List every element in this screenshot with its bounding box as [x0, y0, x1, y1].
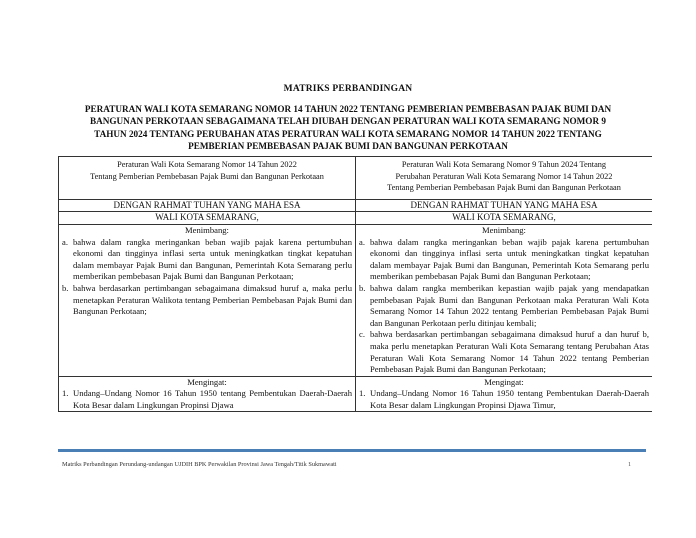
list-item [62, 388, 352, 411]
left-wali: WALI KOTA SEMARANG, [59, 212, 356, 225]
page-number: 1 [628, 461, 632, 468]
table-row [59, 212, 653, 225]
footer-text: Matriks Perbandingan Perundang-undangan UJDIH BPK Perwakilan Provinsi Jawa Tengah/Titik Sukmawati [62, 461, 337, 468]
document-title: MATRIKS PERBANDINGAN [283, 84, 413, 94]
item-text: bahwa berdasarkan pertimbangan sebagaimana dimaksud huruf a, maka perlu menetapkan Peraturan Walikota tentang Pemberian Pembebasan Pajak Bumi dan Bangunan Perkotaan; [73, 282, 352, 317]
header-line: Tentang Pemberian Pembebasan Pajak Bumi dan Bangunan Perkotaan [90, 171, 324, 181]
mengingat-label: Mengingat: [484, 376, 524, 387]
footer-rule [58, 449, 646, 452]
item-marker: 1. [359, 388, 366, 399]
left-mengingat-cell [59, 376, 356, 412]
item-marker: c. [359, 329, 365, 340]
item-text: bahwa dalam rangka memberikan kepastian wajib pajak yang mendapatkan pembebasan Pajak Bumi dan Bangunan Perkotaan maka Peraturan Wali Kota Semarang Nomor 14 Tahun 2022 tentang Pemberian Pembebasan Pajak Bumi dan Bangunan Perkotaan perlu ditinjau kembali; [370, 282, 649, 328]
right-menimbang-cell [356, 224, 653, 376]
item-marker: a. [359, 236, 365, 247]
item-text: bahwa berdasarkan pertimbangan sebagaimana dimaksud huruf a dan huruf b, maka perlu menetapkan Peraturan Wali Kota Semarang tentang Perubahan Atas Peraturan Wali Kota Semarang Nomor 14 Tahun 2022 tentang Pemberian Pembebasan Pajak Bumi dan Bangunan Perkotaan; [370, 329, 649, 375]
header-line: Perubahan Peraturan Wali Kota Semarang Nomor 14 Tahun 2022 [395, 171, 613, 181]
item-text: Undang–Undang Nomor 16 Tahun 1950 tentang Pembentukan Daerah-Daerah Kota Besar dalam Lingkungan Propinsi Djawa [73, 388, 352, 410]
item-marker: b. [62, 282, 69, 293]
list-item [359, 283, 649, 329]
header-line: Peraturan Wali Kota Semarang Nomor 9 Tahun 2024 Tentang [401, 160, 607, 169]
list-item [62, 283, 352, 318]
item-text: bahwa dalam rangka meringankan beban wajib pajak karena pertumbuhan ekonomi dan tingginya inflasi serta untuk meningkatkan tingkat kepatuhan dalam membayar Pajak Bumi dan Bangunan, Pemerintah Kota Semarang perlu memberikan pembebasan Pajak Bumi dan Bangunan Perkotaan; [73, 236, 352, 282]
header-line: Tentang Pemberian Pembebasan Pajak Bumi dan Bangunan Perkotaan [387, 183, 621, 193]
document-subtitle [60, 103, 636, 153]
table-row [59, 376, 653, 412]
table-row [59, 199, 653, 212]
list-item [359, 237, 649, 283]
right-rahmat: DENGAN RAHMAT TUHAN YANG MAHA ESA [356, 199, 653, 212]
list-item [62, 237, 352, 283]
left-column-header [59, 157, 356, 200]
subtitle-line: BANGUNAN PERKOTAAN SEBAGAIMANA TELAH DIUBAH DENGAN PERATURAN WALI KOTA SEMARANG NOMOR 9 [90, 116, 606, 127]
item-marker: b. [359, 282, 366, 293]
mengingat-label: Mengingat: [187, 376, 227, 387]
menimbang-label: Menimbang: [482, 224, 526, 235]
subtitle-line: PERATURAN WALI KOTA SEMARANG NOMOR 14 TAHUN 2022 TENTANG PEMBERIAN PEMBEBASAN PAJAK BUMI DAN [84, 104, 612, 114]
comparison-table-container [58, 156, 652, 427]
list-item [359, 388, 649, 411]
left-menimbang-cell [59, 224, 356, 376]
comparison-table [58, 156, 652, 412]
item-marker: a. [62, 236, 68, 247]
item-text: bahwa dalam rangka meringankan beban wajib pajak karena pertumbuhan ekonomi dan tingginya inflasi serta untuk meningkatkan tingkat kepatuhan dalam membayar Pajak Bumi dan Bangunan, Pemerintah Kota Semarang perlu memberikan pembebasan Pajak Bumi dan Bangunan Perkotaan; [370, 236, 649, 282]
right-mengingat-cell [356, 376, 653, 412]
table-row [59, 157, 653, 200]
right-wali: WALI KOTA SEMARANG, [356, 212, 653, 225]
subtitle-line: TAHUN 2024 TENTANG PERUBAHAN ATAS PERATURAN WALI KOTA SEMARANG NOMOR 14 TAHUN 2022 TENTANG [94, 128, 602, 139]
list-item [359, 329, 649, 375]
item-marker: 1. [62, 388, 69, 399]
item-text: Undang–Undang Nomor 16 Tahun 1950 tentang Pembentukan Daerah-Daerah Kota Besar dalam Lingkungan Propinsi Djawa Timur, [370, 388, 649, 410]
table-row [59, 224, 653, 376]
menimbang-label: Menimbang: [185, 224, 229, 235]
left-rahmat: DENGAN RAHMAT TUHAN YANG MAHA ESA [59, 199, 356, 212]
subtitle-line: PEMBERIAN PEMBEBASAN PAJAK BUMI DAN BANGUNAN PERKOTAAN [188, 141, 508, 152]
header-line: Peraturan Wali Kota Semarang Nomor 14 Tahun 2022 [117, 160, 297, 169]
right-column-header [356, 157, 653, 200]
